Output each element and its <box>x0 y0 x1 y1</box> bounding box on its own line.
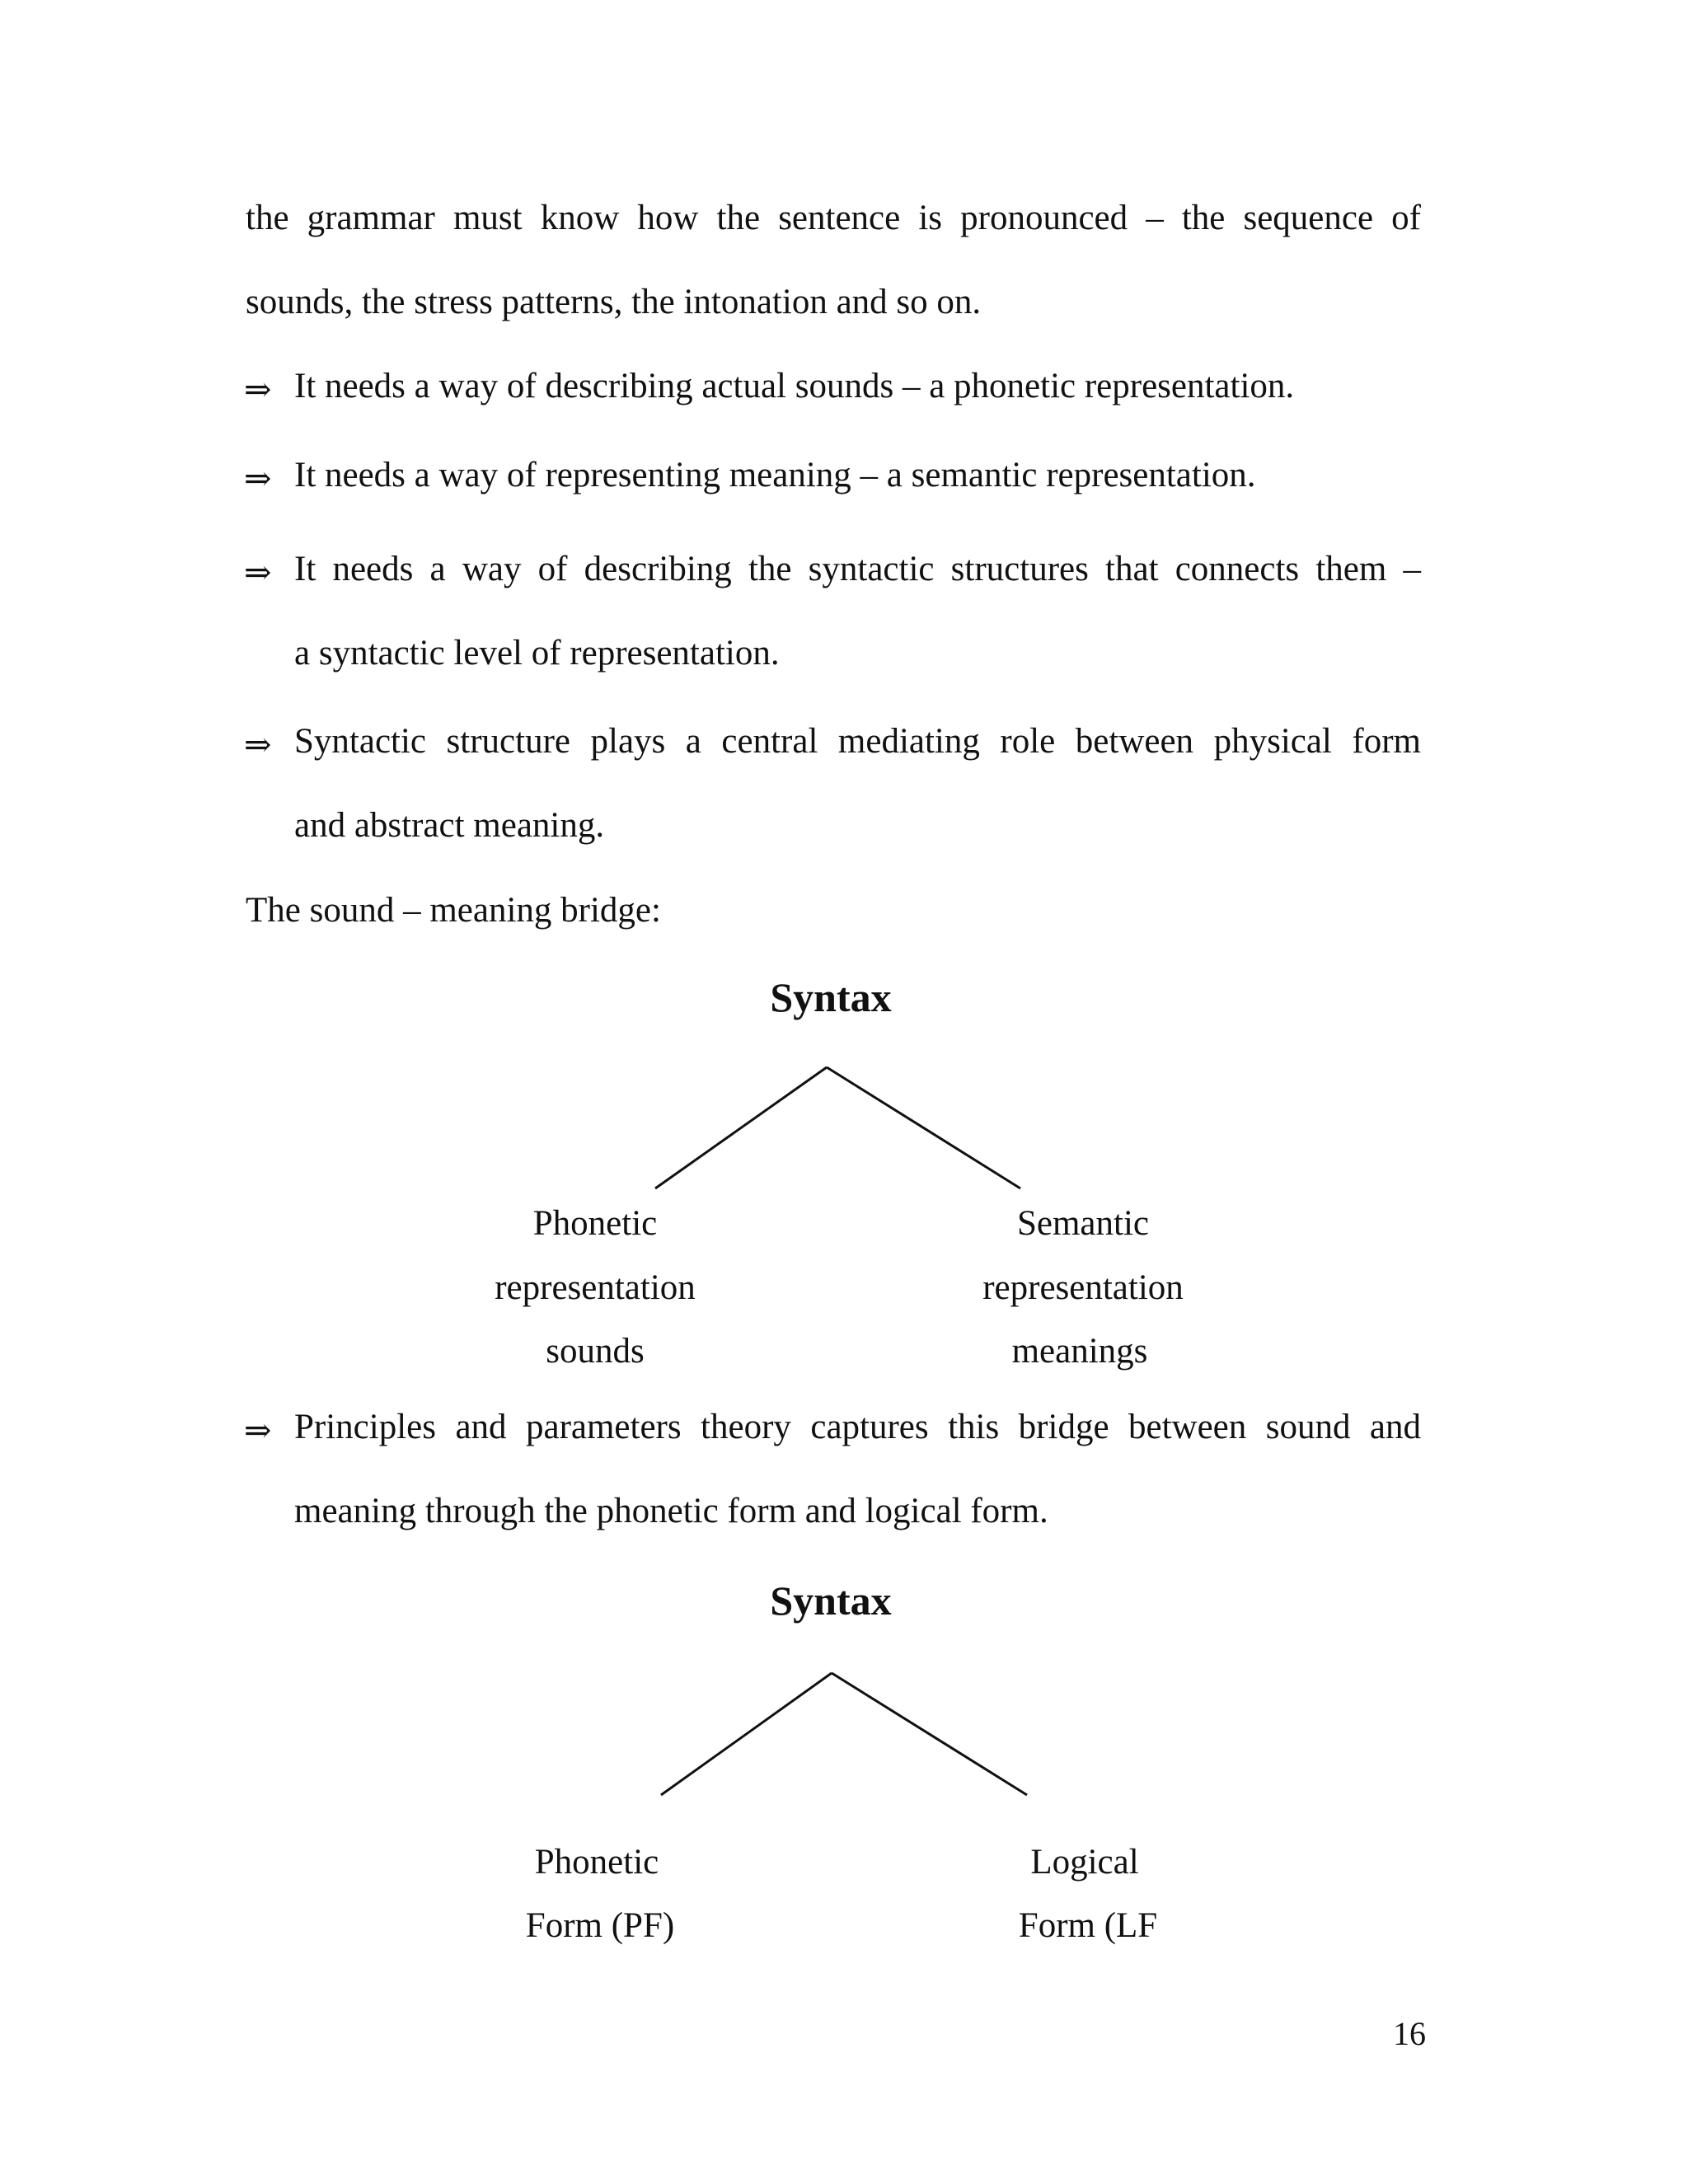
diagram-1-left-label-1: Phonetic <box>532 1204 658 1243</box>
arrow-bullet-icon: ⇒ <box>244 371 272 408</box>
intro-line-1: the grammar must know how the sentence is pronounced – the sequence of <box>246 199 1421 237</box>
diagram-1-left-branch <box>655 1067 827 1188</box>
page-number: 16 <box>1393 2015 1426 2052</box>
diagram-2-left-branch <box>661 1673 832 1795</box>
bullet-pp-line-1: Principles and parameters theory captures this bridge between sound and <box>294 1408 1421 1446</box>
diagram-1-root-label: Syntax <box>770 974 892 1020</box>
diagram-1-right-label-3: meanings <box>1011 1332 1148 1371</box>
bullet-pp-line-2: meaning through the phonetic form and logical form. <box>294 1492 1048 1530</box>
intro-line-2: sounds, the stress patterns, the intonation and so on. <box>246 283 982 321</box>
bullet-3-line-1: It needs a way of describing the syntactic structures that connects them – <box>294 550 1421 588</box>
bullet-1-line-1: It needs a way of describing actual sounds – a phonetic representation. <box>294 367 1295 405</box>
bridge-heading: The sound – meaning bridge: <box>246 891 661 930</box>
bullet-2-line-1: It needs a way of representing meaning – a semantic representation. <box>294 456 1256 494</box>
arrow-bullet-icon: ⇒ <box>244 460 272 497</box>
diagram-2-right-label-2: Form (LF <box>1018 1906 1158 1945</box>
bullet-3-line-2: a syntactic level of representation. <box>294 634 780 673</box>
diagram-1-right-label-2: representation <box>982 1268 1184 1307</box>
diagram-2-right-label-1: Logical <box>1030 1843 1139 1882</box>
bullet-4-line-1: Syntactic structure plays a central mediating role between physical form <box>294 722 1421 761</box>
diagram-2-root-label: Syntax <box>770 1577 892 1624</box>
bullet-4-line-2: and abstract meaning. <box>294 806 605 845</box>
diagram-1-left-label-3: sounds <box>546 1332 645 1371</box>
diagram-1-left-label-2: representation <box>495 1268 696 1307</box>
diagram-2-left-label-2: Form (PF) <box>525 1906 675 1945</box>
arrow-bullet-icon: ⇒ <box>244 1412 272 1449</box>
diagram-1-right-branch <box>827 1067 1020 1188</box>
diagram-2-left-label-1: Phonetic <box>534 1843 659 1882</box>
diagram-1-right-label-1: Semantic <box>1016 1204 1149 1243</box>
diagram-2-right-branch <box>832 1673 1027 1795</box>
arrow-bullet-icon: ⇒ <box>244 726 272 763</box>
arrow-bullet-icon: ⇒ <box>244 554 272 591</box>
